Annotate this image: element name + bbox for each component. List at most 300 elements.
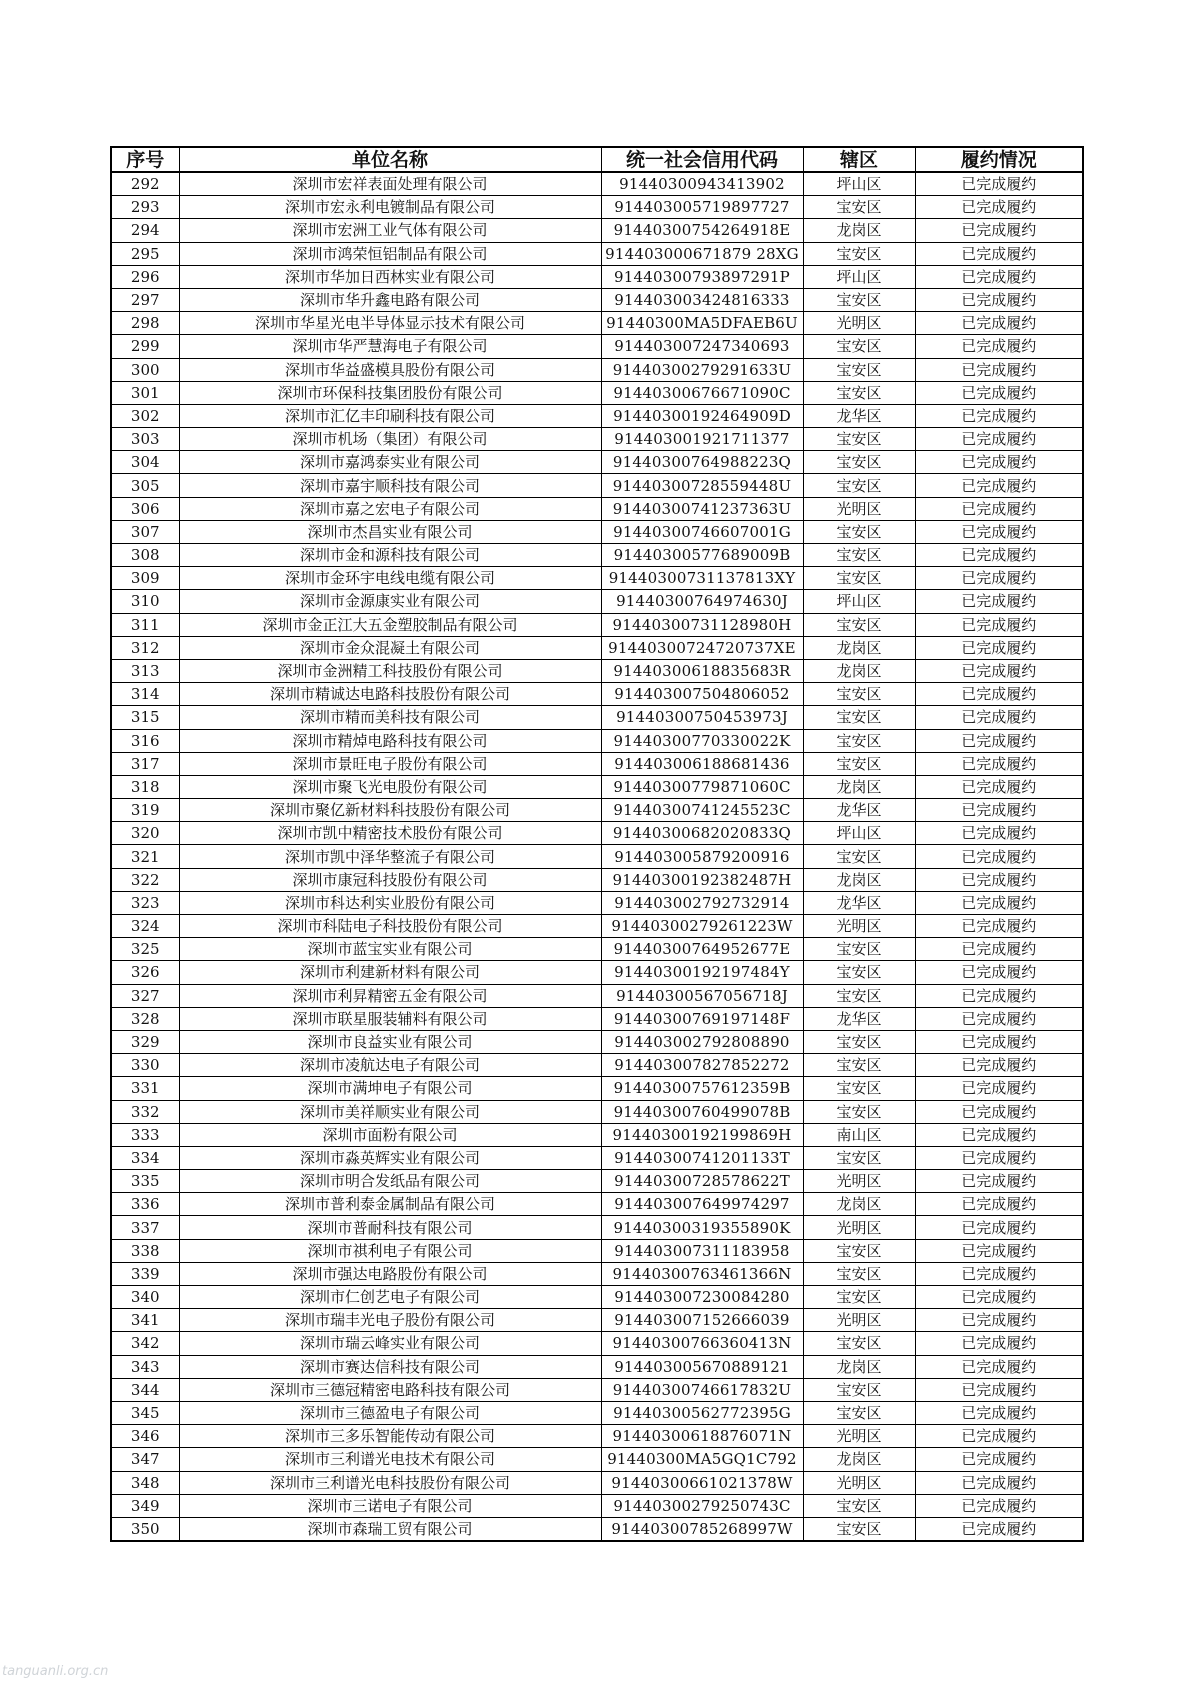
district-cell: 宝安区 (803, 358, 915, 381)
company-name-cell: 深圳市宏洲工业气体有限公司 (179, 219, 601, 242)
row-number-cell: 311 (111, 613, 179, 636)
district-cell: 宝安区 (803, 1517, 915, 1541)
company-name-cell: 深圳市金和源科技有限公司 (179, 544, 601, 567)
district-cell: 坪山区 (803, 265, 915, 288)
header-code: 统一社会信用代码 (601, 147, 803, 172)
company-name-cell: 深圳市精焯电路科技有限公司 (179, 729, 601, 752)
district-cell: 宝安区 (803, 984, 915, 1007)
table-row (111, 1448, 1083, 1471)
company-name-cell: 深圳市美祥顺实业有限公司 (179, 1100, 601, 1123)
district-cell: 宝安区 (803, 1332, 915, 1355)
company-name-cell: 深圳市机场（集团）有限公司 (179, 428, 601, 451)
credit-code-cell: 91440300MA5GQ1C792 (601, 1448, 803, 1471)
credit-code-cell: 91440300192382487H (601, 868, 803, 891)
table-row (111, 1100, 1083, 1123)
credit-code-cell: 914403007247340693 (601, 335, 803, 358)
row-number-cell: 342 (111, 1332, 179, 1355)
credit-code-cell: 91440300750453973J (601, 706, 803, 729)
district-cell: 龙华区 (803, 799, 915, 822)
table-row (111, 1378, 1083, 1401)
credit-code-cell: 914403007649974297 (601, 1193, 803, 1216)
table-row (111, 891, 1083, 914)
company-name-cell: 深圳市联星服装辅料有限公司 (179, 1007, 601, 1030)
table-row (111, 242, 1083, 265)
company-name-cell: 深圳市金众混凝土有限公司 (179, 636, 601, 659)
company-name-cell: 深圳市精而美科技有限公司 (179, 706, 601, 729)
row-number-cell: 335 (111, 1170, 179, 1193)
status-cell: 已完成履约 (915, 659, 1083, 682)
table-row (111, 1077, 1083, 1100)
status-cell: 已完成履约 (915, 265, 1083, 288)
credit-code-cell: 91440300192199869H (601, 1123, 803, 1146)
credit-code-cell: 914403007311183958 (601, 1239, 803, 1262)
credit-code-cell: 91440300766360413N (601, 1332, 803, 1355)
status-cell: 已完成履约 (915, 1030, 1083, 1053)
row-number-cell: 343 (111, 1355, 179, 1378)
credit-code-cell: 91440300764988223Q (601, 451, 803, 474)
status-cell: 已完成履约 (915, 1054, 1083, 1077)
status-cell: 已完成履约 (915, 1123, 1083, 1146)
table-row (111, 1401, 1083, 1424)
district-cell: 宝安区 (803, 683, 915, 706)
row-number-cell: 326 (111, 961, 179, 984)
credit-code-cell: 914403007230084280 (601, 1286, 803, 1309)
status-cell: 已完成履约 (915, 1517, 1083, 1541)
status-cell: 已完成履约 (915, 984, 1083, 1007)
status-cell: 已完成履约 (915, 312, 1083, 335)
table-row (111, 265, 1083, 288)
credit-code-cell: 914403002792808890 (601, 1030, 803, 1053)
table-row (111, 915, 1083, 938)
company-name-cell: 深圳市嘉鸿泰实业有限公司 (179, 451, 601, 474)
district-cell: 宝安区 (803, 1262, 915, 1285)
company-name-cell: 深圳市鸿荣恒铝制品有限公司 (179, 242, 601, 265)
status-cell: 已完成履约 (915, 706, 1083, 729)
row-number-cell: 347 (111, 1448, 179, 1471)
district-cell: 龙岗区 (803, 1448, 915, 1471)
company-name-cell: 深圳市嘉之宏电子有限公司 (179, 497, 601, 520)
table-row (111, 451, 1083, 474)
status-cell: 已完成履约 (915, 590, 1083, 613)
credit-code-cell: 91440300754264918E (601, 219, 803, 242)
table-row (111, 659, 1083, 682)
district-cell: 宝安区 (803, 1054, 915, 1077)
credit-code-cell: 914403005879200916 (601, 845, 803, 868)
table-row (111, 381, 1083, 404)
row-number-cell: 332 (111, 1100, 179, 1123)
company-name-cell: 深圳市宏祥表面处理有限公司 (179, 172, 601, 196)
row-number-cell: 301 (111, 381, 179, 404)
district-cell: 宝安区 (803, 381, 915, 404)
table-row (111, 938, 1083, 961)
row-number-cell: 304 (111, 451, 179, 474)
row-number-cell: 337 (111, 1216, 179, 1239)
district-cell: 宝安区 (803, 544, 915, 567)
row-number-cell: 297 (111, 288, 179, 311)
district-cell: 龙岗区 (803, 1355, 915, 1378)
table-row (111, 1355, 1083, 1378)
table-row (111, 1425, 1083, 1448)
status-cell: 已完成履约 (915, 1193, 1083, 1216)
status-cell: 已完成履约 (915, 1355, 1083, 1378)
credit-code-cell: 91440300741245523C (601, 799, 803, 822)
credit-code-cell: 914403002792732914 (601, 891, 803, 914)
table-row (111, 868, 1083, 891)
row-number-cell: 350 (111, 1517, 179, 1541)
row-number-cell: 309 (111, 567, 179, 590)
status-cell: 已完成履约 (915, 1332, 1083, 1355)
status-cell: 已完成履约 (915, 915, 1083, 938)
district-cell: 宝安区 (803, 474, 915, 497)
credit-code-cell: 91440300757612359B (601, 1077, 803, 1100)
row-number-cell: 349 (111, 1494, 179, 1517)
company-name-cell: 深圳市强达电路股份有限公司 (179, 1262, 601, 1285)
table-row (111, 567, 1083, 590)
district-cell: 龙华区 (803, 404, 915, 427)
company-name-cell: 深圳市精诚达电路科技股份有限公司 (179, 683, 601, 706)
district-cell: 宝安区 (803, 1401, 915, 1424)
credit-code-cell: 914403007504806052 (601, 683, 803, 706)
table-row (111, 1030, 1083, 1053)
district-cell: 宝安区 (803, 729, 915, 752)
status-cell: 已完成履约 (915, 938, 1083, 961)
table-row (111, 1309, 1083, 1332)
district-cell: 宝安区 (803, 242, 915, 265)
table-row (111, 1170, 1083, 1193)
district-cell: 龙岗区 (803, 659, 915, 682)
table-row (111, 799, 1083, 822)
header-no: 序号 (111, 147, 179, 172)
credit-code-cell: 91440300793897291P (601, 265, 803, 288)
table-row (111, 752, 1083, 775)
company-name-cell: 深圳市环保科技集团股份有限公司 (179, 381, 601, 404)
table-row (111, 961, 1083, 984)
district-cell: 宝安区 (803, 1100, 915, 1123)
district-cell: 宝安区 (803, 1239, 915, 1262)
table-row (111, 590, 1083, 613)
company-name-cell: 深圳市瑞丰光电子股份有限公司 (179, 1309, 601, 1332)
credit-code-cell: 91440300746607001G (601, 520, 803, 543)
company-name-cell: 深圳市康冠科技股份有限公司 (179, 868, 601, 891)
status-cell: 已完成履约 (915, 1007, 1083, 1030)
company-name-cell: 深圳市三利谱光电科技股份有限公司 (179, 1471, 601, 1494)
status-cell: 已完成履约 (915, 1378, 1083, 1401)
credit-code-cell: 914403005719897727 (601, 196, 803, 219)
table-row (111, 1494, 1083, 1517)
company-name-cell: 深圳市明合发纸品有限公司 (179, 1170, 601, 1193)
company-name-cell: 深圳市满坤电子有限公司 (179, 1077, 601, 1100)
credit-code-cell: 91440300192197484Y (601, 961, 803, 984)
status-cell: 已完成履约 (915, 1146, 1083, 1169)
district-cell: 龙岗区 (803, 775, 915, 798)
status-cell: 已完成履约 (915, 358, 1083, 381)
credit-code-cell: 91440300279250743C (601, 1494, 803, 1517)
district-cell: 南山区 (803, 1123, 915, 1146)
row-number-cell: 318 (111, 775, 179, 798)
credit-code-cell: 91440300769197148F (601, 1007, 803, 1030)
district-cell: 龙华区 (803, 891, 915, 914)
table-row (111, 1054, 1083, 1077)
status-cell: 已完成履约 (915, 1401, 1083, 1424)
table-row (111, 404, 1083, 427)
status-cell: 已完成履约 (915, 196, 1083, 219)
credit-code-cell: 91440300728578622T (601, 1170, 803, 1193)
company-name-cell: 深圳市华星光电半导体显示技术有限公司 (179, 312, 601, 335)
company-name-cell: 深圳市聚亿新材料科技股份有限公司 (179, 799, 601, 822)
credit-code-cell: 91440300741237363U (601, 497, 803, 520)
district-cell: 宝安区 (803, 335, 915, 358)
credit-code-cell: 91440300731137813XY (601, 567, 803, 590)
table-row (111, 335, 1083, 358)
credit-code-cell: 914403006188681436 (601, 752, 803, 775)
credit-code-cell: 91440300943413902 (601, 172, 803, 196)
status-cell: 已完成履约 (915, 1216, 1083, 1239)
company-name-cell: 深圳市汇亿丰印刷科技有限公司 (179, 404, 601, 427)
table-row (111, 196, 1083, 219)
district-cell: 坪山区 (803, 822, 915, 845)
table-row (111, 1239, 1083, 1262)
status-cell: 已完成履约 (915, 961, 1083, 984)
district-cell: 宝安区 (803, 451, 915, 474)
company-name-cell: 深圳市金洲精工科技股份有限公司 (179, 659, 601, 682)
credit-code-cell: 914403007152666039 (601, 1309, 803, 1332)
company-name-cell: 深圳市三多乐智能传动有限公司 (179, 1425, 601, 1448)
status-cell: 已完成履约 (915, 1286, 1083, 1309)
credit-code-cell: 914403001921711377 (601, 428, 803, 451)
table-row (111, 172, 1083, 196)
row-number-cell: 348 (111, 1471, 179, 1494)
company-name-cell: 深圳市华加日西林实业有限公司 (179, 265, 601, 288)
credit-code-cell: 91440300562772395G (601, 1401, 803, 1424)
table-row (111, 1193, 1083, 1216)
credit-code-cell: 91440300724720737XE (601, 636, 803, 659)
table-row (111, 984, 1083, 1007)
district-cell: 宝安区 (803, 1494, 915, 1517)
status-cell: 已完成履约 (915, 891, 1083, 914)
row-number-cell: 313 (111, 659, 179, 682)
table-row (111, 729, 1083, 752)
credit-code-cell: 91440300760499078B (601, 1100, 803, 1123)
credit-code-cell: 914403005670889121 (601, 1355, 803, 1378)
status-cell: 已完成履约 (915, 1471, 1083, 1494)
status-cell: 已完成履约 (915, 775, 1083, 798)
credit-code-cell: 914403003424816333 (601, 288, 803, 311)
table-row (111, 1471, 1083, 1494)
district-cell: 光明区 (803, 1471, 915, 1494)
district-cell: 光明区 (803, 1170, 915, 1193)
table-row (111, 636, 1083, 659)
district-cell: 宝安区 (803, 1077, 915, 1100)
company-name-cell: 深圳市嘉宇顺科技有限公司 (179, 474, 601, 497)
company-name-cell: 深圳市华益盛模具股份有限公司 (179, 358, 601, 381)
row-number-cell: 323 (111, 891, 179, 914)
row-number-cell: 334 (111, 1146, 179, 1169)
status-cell: 已完成履约 (915, 520, 1083, 543)
credit-code-cell: 914403000671879 28XG (601, 242, 803, 265)
row-number-cell: 324 (111, 915, 179, 938)
company-name-cell: 深圳市金正江大五金塑胶制品有限公司 (179, 613, 601, 636)
status-cell: 已完成履约 (915, 613, 1083, 636)
credit-code-cell: 91440300763461366N (601, 1262, 803, 1285)
status-cell: 已完成履约 (915, 497, 1083, 520)
row-number-cell: 344 (111, 1378, 179, 1401)
row-number-cell: 316 (111, 729, 179, 752)
row-number-cell: 330 (111, 1054, 179, 1077)
credit-code-cell: 91440300319355890K (601, 1216, 803, 1239)
table-row (111, 358, 1083, 381)
status-cell: 已完成履约 (915, 451, 1083, 474)
district-cell: 宝安区 (803, 1286, 915, 1309)
row-number-cell: 321 (111, 845, 179, 868)
status-cell: 已完成履约 (915, 219, 1083, 242)
header-name: 单位名称 (179, 147, 601, 172)
row-number-cell: 327 (111, 984, 179, 1007)
district-cell: 宝安区 (803, 1146, 915, 1169)
company-name-cell: 深圳市仁创艺电子有限公司 (179, 1286, 601, 1309)
status-cell: 已完成履约 (915, 1425, 1083, 1448)
table-header-row (111, 147, 1083, 172)
district-cell: 坪山区 (803, 172, 915, 196)
district-cell: 宝安区 (803, 961, 915, 984)
company-name-cell: 深圳市瑞云峰实业有限公司 (179, 1332, 601, 1355)
row-number-cell: 293 (111, 196, 179, 219)
row-number-cell: 328 (111, 1007, 179, 1030)
row-number-cell: 340 (111, 1286, 179, 1309)
status-cell: 已完成履约 (915, 172, 1083, 196)
status-cell: 已完成履约 (915, 752, 1083, 775)
company-name-cell: 深圳市凯中精密技术股份有限公司 (179, 822, 601, 845)
row-number-cell: 319 (111, 799, 179, 822)
table-row (111, 497, 1083, 520)
company-name-cell: 深圳市科陆电子科技股份有限公司 (179, 915, 601, 938)
company-name-cell: 深圳市科达利实业股份有限公司 (179, 891, 601, 914)
credit-code-cell: 91440300192464909D (601, 404, 803, 427)
district-cell: 宝安区 (803, 938, 915, 961)
district-cell: 宝安区 (803, 845, 915, 868)
table-row (111, 613, 1083, 636)
row-number-cell: 300 (111, 358, 179, 381)
row-number-cell: 339 (111, 1262, 179, 1285)
status-cell: 已完成履约 (915, 1100, 1083, 1123)
district-cell: 宝安区 (803, 706, 915, 729)
table-row (111, 1262, 1083, 1285)
status-cell: 已完成履约 (915, 1077, 1083, 1100)
row-number-cell: 295 (111, 242, 179, 265)
table-row (111, 1146, 1083, 1169)
row-number-cell: 292 (111, 172, 179, 196)
credit-code-cell: 91440300764974630J (601, 590, 803, 613)
credit-code-cell: 91440300785268997W (601, 1517, 803, 1541)
table-row (111, 706, 1083, 729)
row-number-cell: 302 (111, 404, 179, 427)
company-name-cell: 深圳市赛达信科技有限公司 (179, 1355, 601, 1378)
company-name-cell: 深圳市华严慧海电子有限公司 (179, 335, 601, 358)
district-cell: 宝安区 (803, 520, 915, 543)
row-number-cell: 345 (111, 1401, 179, 1424)
district-cell: 宝安区 (803, 567, 915, 590)
company-name-cell: 深圳市三利谱光电技术有限公司 (179, 1448, 601, 1471)
status-cell: 已完成履约 (915, 428, 1083, 451)
company-name-cell: 深圳市普耐科技有限公司 (179, 1216, 601, 1239)
status-cell: 已完成履约 (915, 1170, 1083, 1193)
district-cell: 宝安区 (803, 428, 915, 451)
company-name-cell: 深圳市景旺电子股份有限公司 (179, 752, 601, 775)
row-number-cell: 346 (111, 1425, 179, 1448)
row-number-cell: 314 (111, 683, 179, 706)
credit-code-cell: 914403007827852272 (601, 1054, 803, 1077)
district-cell: 光明区 (803, 1309, 915, 1332)
row-number-cell: 294 (111, 219, 179, 242)
status-cell: 已完成履约 (915, 567, 1083, 590)
watermark: tanguanli.org.cn (2, 1664, 109, 1679)
row-number-cell: 320 (111, 822, 179, 845)
status-cell: 已完成履约 (915, 729, 1083, 752)
row-number-cell: 338 (111, 1239, 179, 1262)
table-row (111, 474, 1083, 497)
row-number-cell: 303 (111, 428, 179, 451)
credit-code-cell: 91440300577689009B (601, 544, 803, 567)
credit-code-cell: 91440300746617832U (601, 1378, 803, 1401)
table-row (111, 1123, 1083, 1146)
row-number-cell: 329 (111, 1030, 179, 1053)
district-cell: 龙华区 (803, 1007, 915, 1030)
table-row (111, 1286, 1083, 1309)
company-name-cell: 深圳市金源康实业有限公司 (179, 590, 601, 613)
credit-code-cell: 91440300779871060C (601, 775, 803, 798)
row-number-cell: 305 (111, 474, 179, 497)
row-number-cell: 331 (111, 1077, 179, 1100)
district-cell: 龙岗区 (803, 1193, 915, 1216)
status-cell: 已完成履约 (915, 822, 1083, 845)
status-cell: 已完成履约 (915, 868, 1083, 891)
district-cell: 坪山区 (803, 590, 915, 613)
table-body (111, 172, 1083, 1541)
status-cell: 已完成履约 (915, 335, 1083, 358)
table-row (111, 1332, 1083, 1355)
district-cell: 光明区 (803, 312, 915, 335)
status-cell: 已完成履约 (915, 1262, 1083, 1285)
credit-code-cell: 91440300618876071N (601, 1425, 803, 1448)
row-number-cell: 336 (111, 1193, 179, 1216)
credit-code-cell: 91440300728559448U (601, 474, 803, 497)
row-number-cell: 317 (111, 752, 179, 775)
table-row (111, 520, 1083, 543)
district-cell: 光明区 (803, 915, 915, 938)
district-cell: 宝安区 (803, 613, 915, 636)
company-name-cell: 深圳市祺利电子有限公司 (179, 1239, 601, 1262)
credit-code-cell: 91440300MA5DFAEB6U (601, 312, 803, 335)
district-cell: 龙岗区 (803, 636, 915, 659)
row-number-cell: 325 (111, 938, 179, 961)
table-row (111, 288, 1083, 311)
status-cell: 已完成履约 (915, 544, 1083, 567)
row-number-cell: 341 (111, 1309, 179, 1332)
status-cell: 已完成履约 (915, 1494, 1083, 1517)
table-row (111, 428, 1083, 451)
table-row (111, 845, 1083, 868)
company-name-cell: 深圳市三德冠精密电路科技有限公司 (179, 1378, 601, 1401)
company-name-cell: 深圳市凌航达电子有限公司 (179, 1054, 601, 1077)
compliance-table (110, 146, 1084, 1542)
status-cell: 已完成履约 (915, 242, 1083, 265)
status-cell: 已完成履约 (915, 845, 1083, 868)
credit-code-cell: 91440300770330022K (601, 729, 803, 752)
status-cell: 已完成履约 (915, 1239, 1083, 1262)
company-name-cell: 深圳市蓝宝实业有限公司 (179, 938, 601, 961)
district-cell: 龙岗区 (803, 868, 915, 891)
table-row (111, 219, 1083, 242)
district-cell: 宝安区 (803, 196, 915, 219)
